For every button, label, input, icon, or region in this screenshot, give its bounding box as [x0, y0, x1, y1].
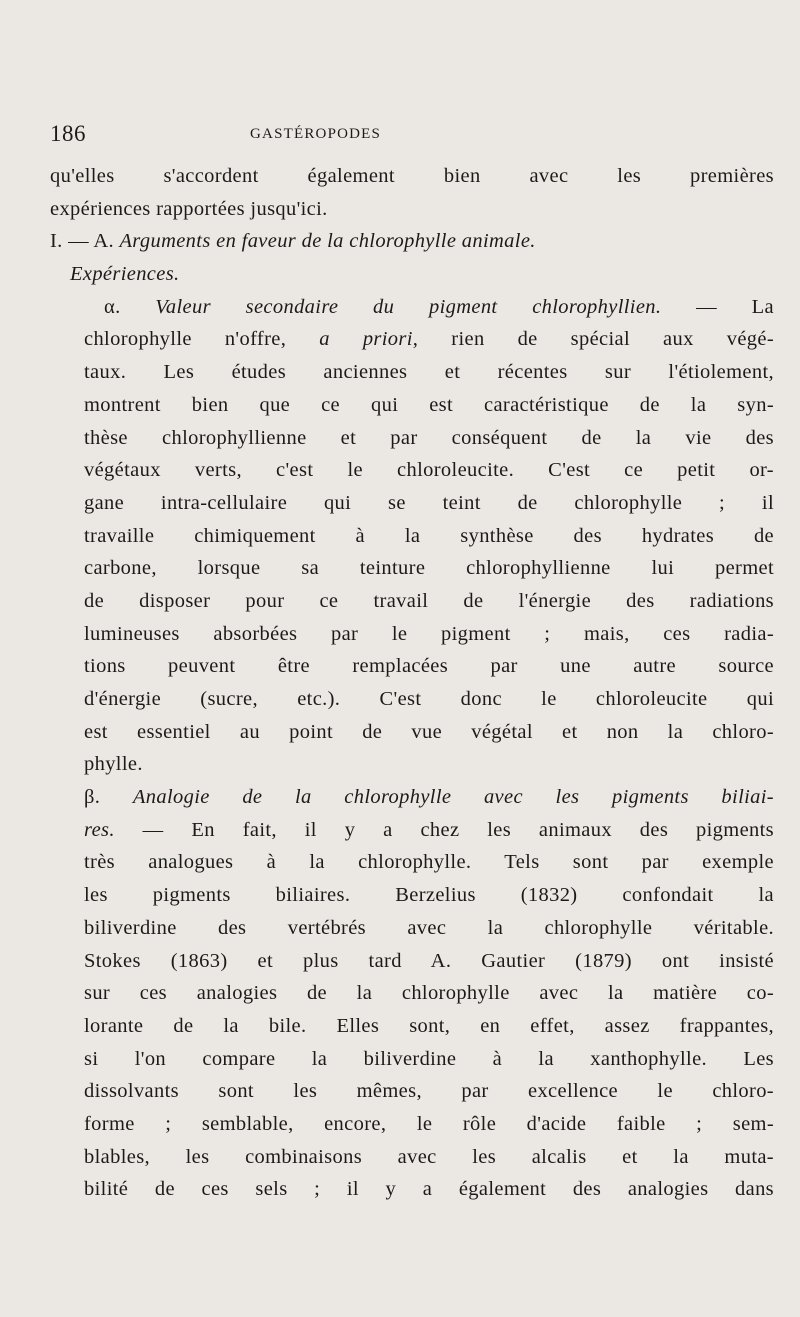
text-line: carbone, lorsque sa teinture chlorophyllienne lui permet: [84, 557, 774, 580]
text-line: phylle.: [84, 753, 143, 776]
text-line: de disposer pour ce travail de l'énergie des radiations: [84, 589, 774, 612]
text-line: est essentiel au point de vue végétal et non la chloro-: [84, 720, 774, 743]
text-line: chlorophylle n'offre, a priori, rien de spécial aux végé-: [84, 328, 774, 351]
text-line: thèse chlorophyllienne et par conséquent de la vie des: [84, 426, 774, 449]
subsection-heading: α. Valeur secondaire du pigment chlorophyllien. — La: [104, 295, 774, 318]
text-line: taux. Les études anciennes et récentes sur l'étiolement,: [84, 361, 774, 384]
text-line: sur ces analogies de la chlorophylle avec la matière co-: [84, 982, 774, 1005]
text-line: végétaux verts, c'est le chloroleucite. C'est ce petit or-: [84, 459, 774, 482]
section-heading: I. — A. Arguments en faveur de la chlorophylle animale.: [50, 230, 536, 253]
text-line: forme ; semblable, encore, le rôle d'acide faible ; sem-: [84, 1112, 774, 1135]
text-line: d'énergie (sucre, etc.). C'est donc le chloroleucite qui: [84, 688, 774, 710]
text-line: qu'elles s'accordent également bien avec les premières: [50, 165, 774, 187]
text-line: lumineuses absorbées par le pigment ; mais, ces radia-: [84, 622, 774, 645]
text-line: très analogues à la chlorophylle. Tels sont par exemple: [84, 851, 774, 874]
page-header: [50, 121, 770, 151]
text-line: travaille chimiquement à la synthèse des hydrates de: [84, 524, 774, 547]
text-line: Stokes (1863) et plus tard A. Gautier (1879) ont insisté: [84, 949, 774, 972]
text-line: dissolvants sont les mêmes, par excellence le chloro-: [84, 1080, 774, 1103]
text-line: expériences rapportées jusqu'ici.: [50, 197, 328, 220]
section-heading: Expériences.: [70, 263, 180, 286]
text-line: montrent bien que ce qui est caractéristique de la syn-: [84, 393, 774, 416]
text-line: res. — En fait, il y a chez les animaux des pigments: [84, 818, 774, 841]
text-line: si l'on compare la biliverdine à la xanthophylle. Les: [84, 1047, 774, 1070]
text-line: tions peuvent être remplacées par une autre source: [84, 655, 774, 678]
text-line: lorante de la bile. Elles sont, en effet, assez frappantes,: [84, 1014, 774, 1037]
text-line: gane intra-cellulaire qui se teint de chlorophylle ; il: [84, 491, 774, 514]
text-line: les pigments biliaires. Berzelius (1832) confondait la: [84, 884, 774, 907]
text-line: bilité de ces sels ; il y a également des analogies dans: [84, 1178, 774, 1201]
page-number: 186: [50, 121, 86, 146]
subsection-heading: β. Analogie de la chlorophylle avec les pigments biliai-: [84, 786, 774, 809]
text-line: blables, les combinaisons avec les alcalis et la muta-: [84, 1145, 774, 1168]
body-text: [50, 160, 774, 1206]
running-title: GASTÉROPODES: [250, 126, 382, 142]
text-line: biliverdine des vertébrés avec la chlorophylle véritable.: [84, 916, 774, 939]
